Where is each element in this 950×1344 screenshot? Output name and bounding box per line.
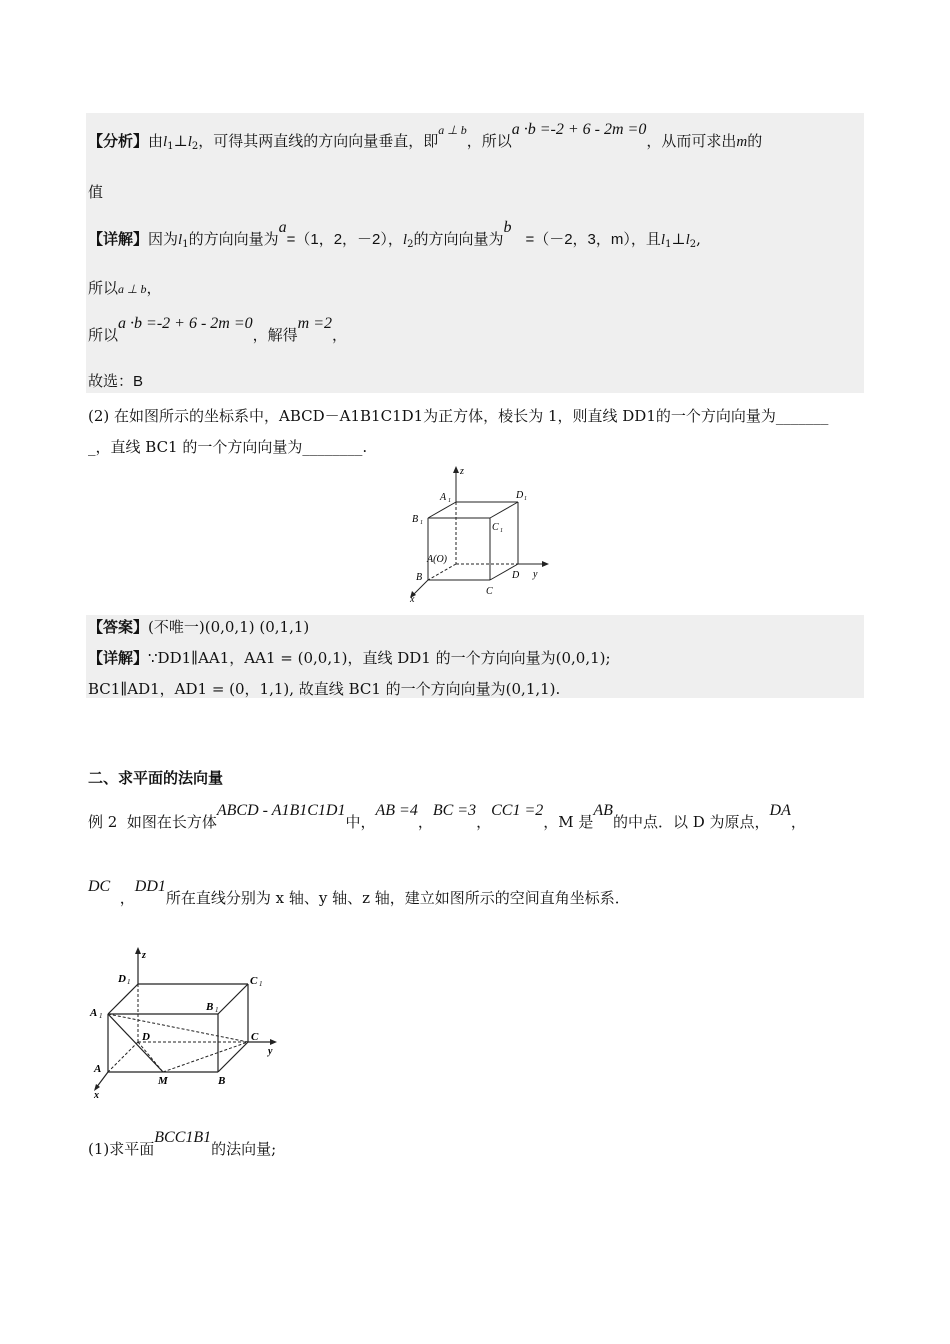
analysis-line-1: 【分析】由$l_1\perp l_2$，可得其两直线的方向向量垂直，即$^{a \perp b}$，所以a ·b =-2 + 6 - 2m =0，从而可求出m的 bbox=[88, 121, 763, 152]
cuboid-figure bbox=[88, 946, 288, 1098]
cube-label-d1: D bbox=[516, 490, 524, 501]
cuboid-label-d1: D bbox=[118, 973, 126, 985]
cuboid-axis-y: y bbox=[268, 1046, 273, 1057]
cube-label-ao: A(O) bbox=[427, 554, 447, 565]
svg-text:1: 1 bbox=[500, 528, 503, 534]
cuboid-axis-z: z bbox=[142, 950, 146, 961]
svg-text:1: 1 bbox=[99, 1012, 103, 1020]
svg-text:1: 1 bbox=[127, 978, 131, 986]
svg-text:1: 1 bbox=[448, 498, 451, 504]
cuboid-label-a: A bbox=[94, 1063, 102, 1075]
question-2-line-2: _，直线 BC1 的一个方向向量为________. bbox=[88, 438, 368, 456]
cuboid-label-d: D bbox=[142, 1031, 150, 1043]
answer-detail-line-2: BC1∥AD1，AD1 = (0，1,1), 故直线 BC1 的一个方向向量为(0,1,1). bbox=[88, 680, 561, 698]
section-2-heading: 二、求平面的法向量 bbox=[88, 769, 224, 787]
detail-tag: 【详解】 bbox=[88, 230, 149, 248]
analysis-tag: 【分析】 bbox=[88, 132, 149, 150]
cube-axis-y: y bbox=[533, 569, 538, 580]
cuboid-label-m: M bbox=[158, 1075, 168, 1087]
cube-label-b1: B bbox=[412, 514, 419, 525]
sub-question-1: (1)求平面BCC1B1的法向量; bbox=[88, 1129, 277, 1158]
cube-label-b: B bbox=[416, 572, 423, 583]
detail-line-2: 所以a ⊥ b， bbox=[88, 279, 162, 297]
svg-text:1: 1 bbox=[524, 496, 527, 502]
dot-product-formula: a ·b =-2 + 6 - 2m =0 bbox=[511, 121, 647, 138]
cuboid-label-c: C bbox=[251, 1031, 259, 1043]
cube-axis-z: z bbox=[460, 466, 464, 477]
cuboid-axis-x: x bbox=[94, 1090, 99, 1098]
cuboid-label-b: B bbox=[218, 1075, 226, 1087]
cuboid-label-a1: A bbox=[90, 1007, 98, 1019]
svg-text:1: 1 bbox=[215, 1006, 219, 1014]
cube-label-a1: A bbox=[440, 492, 447, 503]
example-2-line-2: DC ，DD1所在直线分别为 x 轴、y 轴、z 轴，建立如图所示的空间直角坐标系． bbox=[88, 878, 630, 907]
example-2-line-1: 例 2 如图在长方体ABCD - A1B1C1D1中，AB =4，BC =3，CC1 =2，M 是AB的中点．以 D 为原点，DA， bbox=[88, 802, 806, 831]
answer-line: 【答案】(不唯一)(0,0,1) (0,1,1) bbox=[88, 618, 310, 636]
cube-label-d: D bbox=[512, 570, 520, 581]
cube-label-c1: C bbox=[492, 522, 499, 533]
detail-line-1: 【详解】因为$l_1$的方向向量为a=（1，2，－2），$l_2$的方向向量为b=（－2，3，m），且$l_1\perp l_2$, bbox=[88, 219, 701, 250]
svg-text:1: 1 bbox=[259, 980, 263, 988]
example-label: 例 2 bbox=[88, 813, 118, 831]
cuboid-label-b1: B bbox=[206, 1001, 214, 1013]
analysis-line-2: 值 bbox=[88, 183, 104, 201]
answer-detail-line-1: 【详解】∵DD1∥AA1，AA1 = (0,0,1)，直线 DD1 的一个方向向量为(0,0,1); bbox=[88, 649, 611, 667]
cube-figure bbox=[400, 462, 560, 604]
choice-line: 故选：B bbox=[88, 373, 144, 390]
cuboid-label-c1: C bbox=[250, 975, 258, 987]
perp-formula: a ⊥ b bbox=[438, 123, 467, 137]
detail-line-3: 所以a ·b =-2 + 6 - 2m =0，解得m =2， bbox=[88, 315, 348, 344]
svg-text:1: 1 bbox=[420, 520, 423, 526]
question-2-line-1: (2) 在如图所示的坐标系中，ABCD－A1B1C1D1为正方体，棱长为 1，则直线 DD1的一个方向向量为_______ bbox=[88, 407, 829, 425]
cube-axis-x: x bbox=[410, 594, 415, 604]
cube-label-c: C bbox=[486, 586, 493, 597]
